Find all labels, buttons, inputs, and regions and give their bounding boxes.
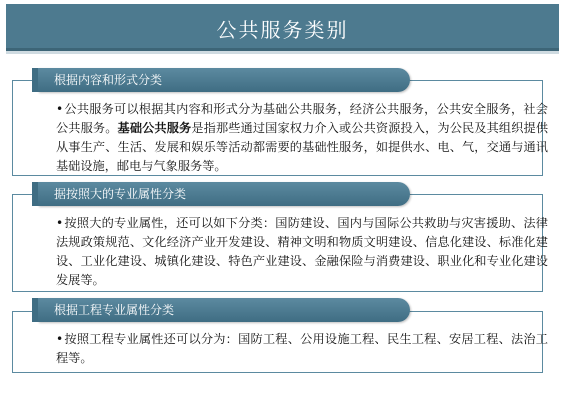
- section-header-engineering-attribute: 根据工程专业属性分类: [38, 298, 410, 322]
- section-text-definition: 是指那些通过国家权力介入或公共资源投入，为公民及其组织提供从事生产、生活、发展和娱乐等活动都需要的基础性服务，如提供水、电、气，交通与通讯基础设施，邮电与气象服务等。: [56, 121, 549, 173]
- bullet-icon: •: [56, 332, 64, 346]
- section-body-professional-attribute: [56, 214, 548, 290]
- section-text: 按照工程专业属性还可以分为：国防工程、公用设施工程、民生工程、安居工程、法治工程等。: [56, 332, 548, 365]
- section-header-professional-attribute: 据按照大的专业属性分类: [38, 182, 410, 206]
- page-title: 公共服务类别: [216, 18, 349, 42]
- section-body-content-form: [56, 100, 548, 176]
- section-header-content-form: 根据内容和形式分类: [38, 68, 410, 92]
- bullet-icon: •: [56, 216, 64, 230]
- section-text-intro: 公共服务可以根据其内容和形式分为基础公共服务，经济公共服务，公共安全服务，社会公共服务。: [56, 102, 548, 135]
- section-text-bold-term: 基础公共服务: [117, 121, 192, 135]
- title-banner: [6, 4, 559, 51]
- section-text: 按照大的专业属性，还可以如下分类：国防建设、国内与国际公共救助与灾害援助、法律法规政策规范、文化经济产业开发建设、精神文明和物质文明建设、信息化建设、标准化建设、工业化建设、城镇化建设、特色产业建设、金融保险与消费建设、职业化和专业化建设发展等。: [56, 216, 548, 287]
- bullet-icon: •: [56, 102, 64, 116]
- section-body-engineering-attribute: [56, 330, 548, 368]
